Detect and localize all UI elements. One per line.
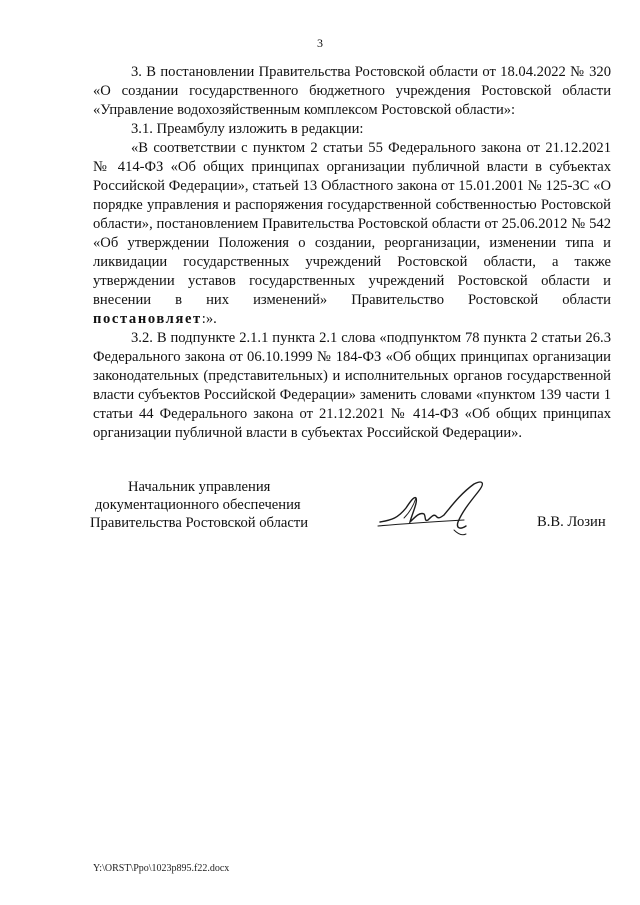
paragraph-3-2: 3.2. В подпункте 2.1.1 пункта 2.1 слова «подпунктом 78 пункта 2 статьи 26.3 Федерального закона от 06.10.1999 № 184-ФЗ «Об общих принципах организации законодательных (представительных) и исполнительных органов государственной власти субъектов Российской Федерации» заменить словами «пунктом 139 части 1 статьи 44 Федерального закона от 21.12.2021 № 414-ФЗ «Об общих принципах организации публичной власти в субъектах Российской Федерации». bbox=[93, 330, 611, 441]
signatory-title-line-1: Начальник управления bbox=[128, 479, 271, 495]
preamble-resolves-word: постановляет bbox=[93, 311, 202, 327]
handwritten-signature bbox=[370, 478, 500, 548]
file-path-footer: Y:\ORST\Ppo\1023p895.f22.docx bbox=[93, 863, 230, 874]
signatory-title-line-3: Правительства Ростовской области bbox=[90, 515, 309, 531]
signatory-name: В.В. Лозин bbox=[537, 514, 606, 530]
signatory-title-line-2: документационного обеспечения bbox=[95, 497, 301, 513]
preamble-text: «В соответствии с пунктом 2 статьи 55 Федерального закона от 21.12.2021 № 414-ФЗ «Об общих принципах организации публичной власти в субъектах Российской Федерации», статьей 13 Областного закона от 15.01.2001 № 125-ЗС «О порядке управления и распоряжения государственной собственностью Ростовской области», постановлением Правительства Ростовской области от 25.06.2012 № 542 «Об утверждении Положения о создании, реорганизации, изменении типа и ликвидации государственных учреждений Ростовской области, а также утверждении уставов государственных учреждений Ростовской области и внесении в них изменений» Правительство Ростовской области bbox=[93, 140, 611, 308]
signatory-title bbox=[90, 478, 325, 532]
signature-block bbox=[0, 478, 640, 548]
page-number: 3 bbox=[317, 36, 323, 50]
paragraph-3: 3. В постановлении Правительства Ростовской области от 18.04.2022 № 320 «О создании государственного бюджетного учреждения Ростовской области «Управление водохозяйственным комплексом Ростовской области»: bbox=[93, 64, 611, 118]
document-body bbox=[93, 63, 611, 443]
preamble-ending: :». bbox=[201, 311, 217, 327]
paragraph-preamble bbox=[93, 139, 611, 329]
paragraph-3-1: 3.1. Преамбулу изложить в редакции: bbox=[131, 121, 364, 137]
